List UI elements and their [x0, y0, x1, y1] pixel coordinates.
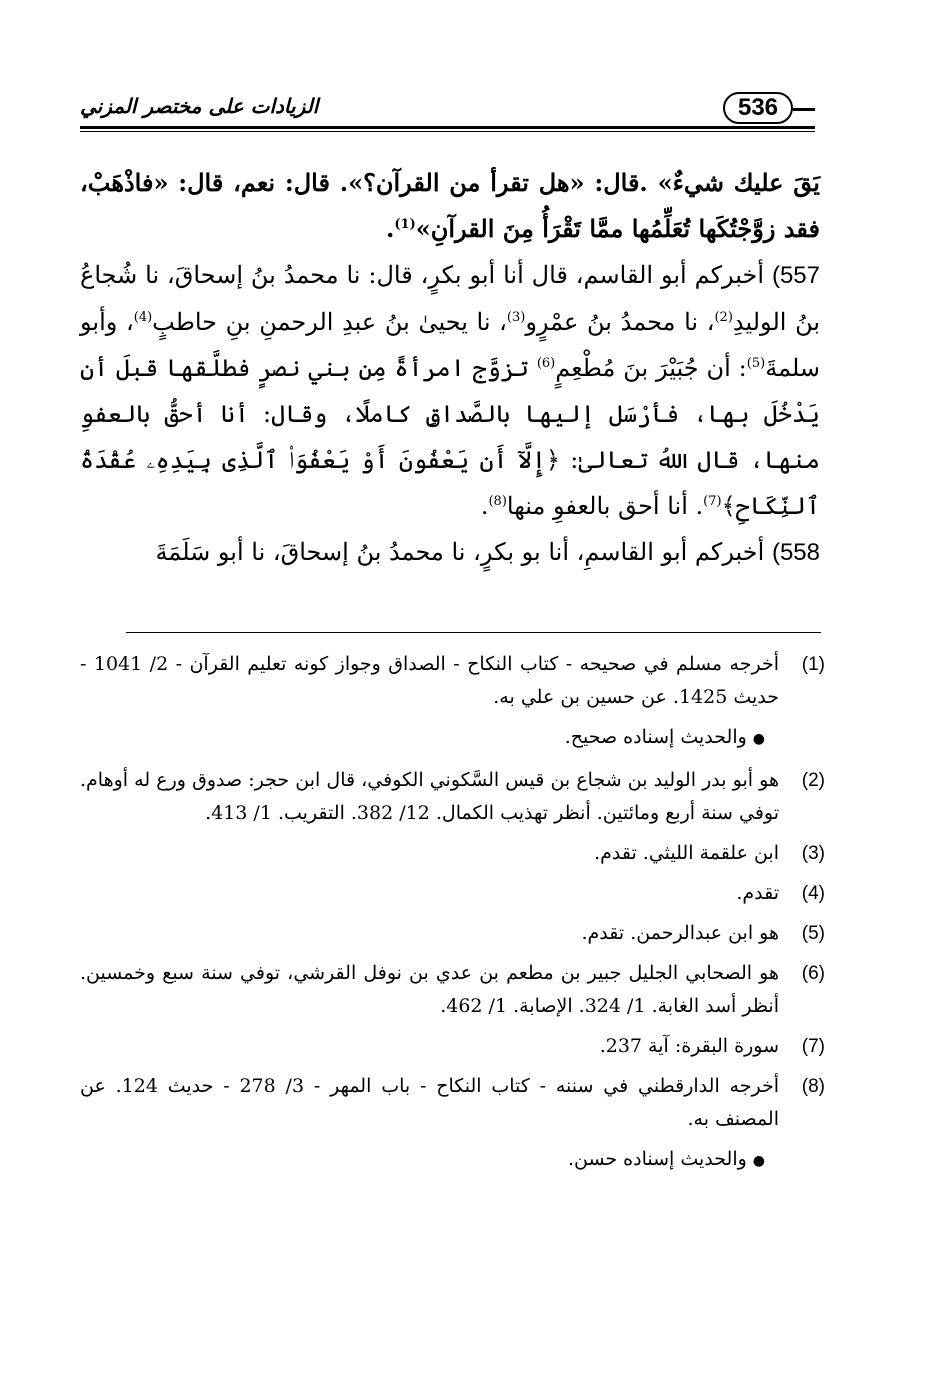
narration-557-e: : أن جُبَيْرَ بنَ مُطْعِمٍ [555, 354, 747, 382]
footnote-ref-3: (3) [506, 310, 526, 325]
grading-text: والحديث إسناده حسن. [567, 1148, 747, 1170]
footnote-ref-2: (2) [714, 310, 733, 325]
page-number: 536 [723, 92, 793, 124]
running-title: الزيادات على مختصر المزني [80, 94, 319, 118]
bullet-icon: ● [752, 731, 765, 747]
footnote-text: تقدم. [736, 882, 779, 904]
footnote-text: هو ابن عبدالرحمن. تقدم. [581, 922, 779, 944]
main-text [80, 160, 820, 576]
narration-number-557: 557) [771, 262, 820, 289]
paragraph-continuation: يَقَ عليك شيءٌ» .قال: «هل تقرأ من القرآن؟». قال: نعم، قال: «فاذْهَبْ، فقد زوَّجْتُكَها تُعَلِّمُها ممَّا تَقْرَأُ مِنَ القرآنِ»$^{(1)}$. [80, 168, 820, 243]
header-rule-thin [80, 131, 815, 132]
footnote-7 [80, 1030, 825, 1063]
narration-557-d: ، وأبو سلمةَ [80, 308, 820, 382]
footnote-ref-5: (5) [746, 356, 766, 371]
footnote-ref-7: (7) [703, 494, 722, 509]
page-header [80, 92, 815, 132]
narration-557: 557) أخبركم أبو القاسم، قال أنا أبو بكرٍ، قال: نا محمدُ بنُ إسحاقَ، نا شُجاعُ بنُ الوليدِ$^{(2)}$، نا محمدُ بنُ عمْرٍو$^{(3)}$، نا يحيىٰ بنُ عبدِ الرحمنِ بنِ حاطبٍ$^{(4)}$، وأبو سلمةَ$^{(5)}$: أن جُبَيْرَ بنَ مُطْعِمٍ$^{(6)}$ تزوَّج امرأةً مِن بني نصرٍ فطلَّقها قبلَ أن يَدْخُلَ بها، فأرْسَل إليها بالصَّداقِ كاملًا، وقال: أنا أحقُّ بالعفوِ منها، قال اللهُ تعالىٰ: ﴿إِلَّآ أَن يَعْفُونَ أَوْ يَعْفُوَا۟ ٱلَّذِى بِيَدِهِۦ عُقْدَةُ ٱلنِّكَاحِ﴾$^{(7)}$. أنا أحق بالعفوِ منها$^{(8)}$. [80, 261, 821, 520]
footnote-8 [80, 1070, 825, 1136]
footnote-mark: (1) [801, 654, 825, 675]
narration-number-558: 558) [771, 539, 820, 566]
narration-557-b: ، نا محمدُ بنُ عمْرٍو [525, 308, 715, 336]
footnote-text: سورة البقرة: آية 237. [599, 1035, 779, 1057]
footnote-2 [80, 764, 825, 830]
footnote-mark: (6) [801, 963, 825, 984]
footnote-1 [80, 648, 825, 714]
footnote-ref-6: (6) [536, 356, 556, 371]
narration-557-f: تزوَّج امرأةً مِن بني نصرٍ فطلَّقها قبلَ أن يَدْخُلَ بها، فأرْسَل إليها بالصَّداقِ كاملًا، وقال: أنا أحقُّ بالعفوِ منها، قال اللهُ تعالىٰ: ﴿إِلَّآ أَن يَعْفُونَ أَوْ يَعْفُوَا۟ ٱلَّذِى بِيَدِهِۦ عُقْدَةُ ٱلنِّكَاحِ﴾ [80, 354, 820, 520]
footnote-6 [80, 957, 825, 1023]
footnote-ref-8: (8) [488, 494, 507, 509]
footnote-mark: (4) [801, 883, 825, 904]
footnote-text: ابن علقمة الليثي. تقدم. [594, 842, 779, 864]
header-rule-stub [793, 108, 815, 111]
footnote-ref-1: (1) [394, 217, 416, 232]
bullet-icon: ● [752, 1153, 765, 1169]
footnote-4 [80, 877, 825, 910]
header-rule [80, 126, 815, 129]
footnote-separator [126, 632, 821, 633]
narration-558 [80, 529, 820, 576]
footnote-mark: (8) [801, 1076, 825, 1097]
footnote-text: أخرجه الدارقطني في سننه - كتاب النكاح - باب المهر - 3/ 278 - حديث 124. عن المصنف به. [80, 1075, 779, 1130]
narration-557-c: ، نا يحيىٰ بنُ عبدِ الرحمنِ بنِ حاطبٍ [152, 308, 507, 336]
footnote-text: أخرجه مسلم في صحيحه - كتاب النكاح - الصداق وجواز كونه تعليم القرآن - 2/ 1041 - حديث 1425. عن حسين بن علي به. [80, 653, 779, 708]
continuation-text: يَقَ عليك شيءٌ» .قال: «هل تقرأ من القرآن؟». قال: نعم، قال: «فاذْهَبْ، فقد زوَّجْتُكَها تُعَلِّمُها ممَّا تَقْرَأُ مِنَ القرآنِ» [80, 168, 820, 243]
narration-557-a: أخبركم أبو القاسم، قال أنا أبو بكرٍ، قال: نا محمدُ بنُ إسحاقَ، نا شُجاعُ بنُ الوليدِ [80, 261, 821, 336]
footnote-mark: (2) [801, 770, 825, 791]
footnote-mark: (3) [801, 843, 825, 864]
footnote-ref-4: (4) [133, 310, 153, 325]
grading-text: والحديث إسناده صحيح. [564, 726, 747, 748]
footnote-mark: (7) [801, 1036, 825, 1057]
narration-558-text: أخبركم أبو القاسمِ، أنا بو بكرٍ، نا محمدُ بنُ إسحاقَ، نا أبو سَلَمَةَ [155, 538, 765, 566]
footnote-3 [80, 837, 825, 870]
footnote-1-grading [80, 721, 825, 756]
footnotes [80, 648, 825, 1186]
footnote-text: هو الصحابي الجليل جبير بن مطعم بن عدي بن نوفل القرشي، توفي سنة سبع وخمسين. أنظر أسد الغابة. 1/ 324. الإصابة. 1/ 462. [80, 962, 779, 1017]
footnote-5 [80, 917, 825, 950]
footnote-8-grading [80, 1143, 825, 1178]
footnote-mark: (5) [801, 923, 825, 944]
footnote-text: هو أبو بدر الوليد بن شجاع بن قيس السَّكوني الكوفي، قال ابن حجر: صدوق ورع له أوهام. توفي سنة أربع ومائتين. أنظر تهذيب الكمال. 12/ 382. التقريب. 1/ 413. [80, 769, 779, 824]
narration-557-g: . أنا أحق بالعفوِ منها [506, 492, 704, 520]
